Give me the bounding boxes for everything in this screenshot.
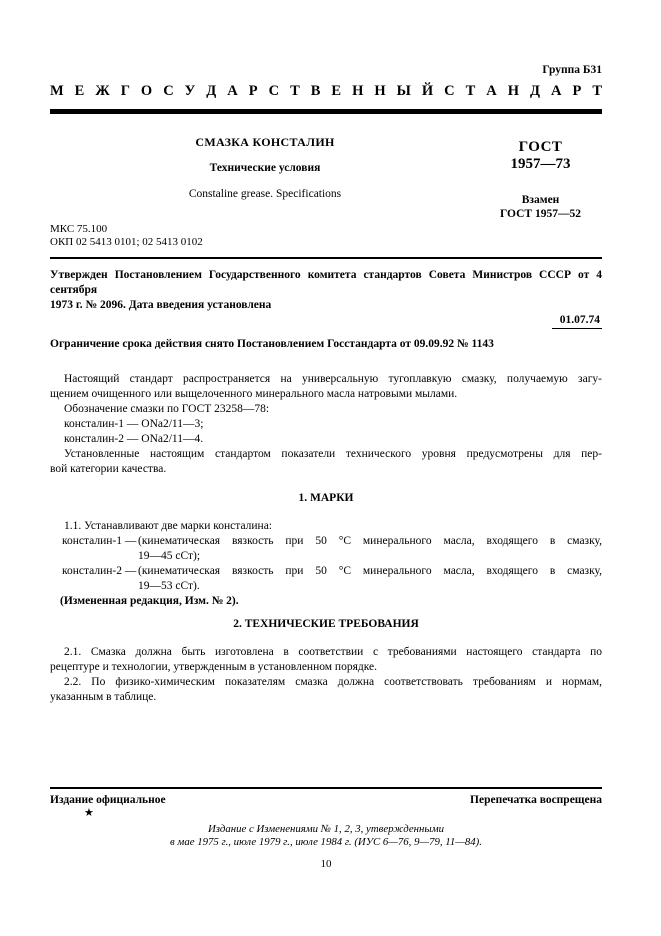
clause-line: 2.1. Смазка должна быть изготовлена в соответствии с требованиями настоящего стандарта по — [64, 646, 602, 658]
classification-codes — [50, 223, 602, 249]
mark-definition-line: (кинематическая вязкость при 50 °С минерального масла, входящего в смазку, — [138, 535, 602, 547]
section-1-heading: 1. МАРКИ — [298, 492, 354, 504]
replaces-label: Взамен — [521, 194, 560, 206]
section-2-heading: 2. ТЕХНИЧЕСКИЕ ТРЕБОВАНИЯ — [233, 618, 419, 630]
clause-2-2 — [50, 675, 602, 705]
clause-1-1: 1.1. Устанавливают две марки консталина: — [64, 520, 273, 532]
footer-notices — [50, 793, 602, 807]
replaces-number: ГОСТ 1957—52 — [500, 208, 581, 220]
reprint-prohibited-label: Перепечатка воспрещена — [470, 794, 602, 806]
footer-rule — [50, 787, 602, 789]
document-subtitle-english: Constaline grease. Specifications — [188, 188, 342, 200]
mark-definition-line: (кинематическая вязкость при 50 °С минерального масла, входящего в смазку, — [138, 565, 602, 577]
introduction — [50, 372, 602, 477]
intro-paragraph-line: Настоящий стандарт распространяется на универсальную тугоплавкую смазку, получаемую загу- — [64, 373, 602, 385]
intro-paragraph-line: Установленные настоящим стандартом показатели технического уровня предусмотрены для пер- — [64, 448, 602, 460]
clause-line: 2.2. По физико-химическим показателям смазка должна соответствовать требованиям и нормам, — [64, 676, 602, 688]
clause-line: рецептуре и технологии, утвержденным в установленном порядке. — [50, 661, 377, 673]
title-block — [50, 127, 602, 221]
approval-line-2: 1973 г. № 2096. Дата введения установлена — [50, 299, 272, 311]
official-edition-label: Издание официальное — [50, 794, 166, 806]
group-label: Группа Б31 — [542, 64, 602, 76]
standard-type-heading: М Е Ж Г О С У Д А Р С Т В Е Н Н Ы Й С Т А Н Д А Р Т — [50, 83, 602, 99]
effective-date-row — [50, 313, 602, 329]
designation-item-2: консталин-2 — ONa2/11—4. — [64, 433, 204, 445]
mks-code: МКС 75.100 — [50, 223, 108, 235]
title-left-column — [50, 127, 480, 221]
page-footer — [50, 787, 602, 871]
divider-rule — [50, 257, 602, 259]
document-subtitle: Технические условия — [209, 162, 321, 174]
mark-term: консталин-2 — — [62, 565, 137, 577]
mark-definition — [138, 534, 602, 564]
limitation-statement: Ограничение срока действия снято Постановлением Госстандарта от 09.09.92 № 1143 — [50, 338, 494, 350]
approval-statement — [50, 268, 602, 313]
gost-number: 1957—73 — [510, 156, 571, 172]
mark-item-konstalin-2 — [50, 564, 602, 594]
clause-line: указанным в таблице. — [50, 691, 157, 703]
intro-paragraph-line: щением очищенного или выщелоченного минерального масла натровыми мылами. — [50, 388, 458, 400]
edition-note-line: Издание с Изменениями № 1, 2, 3, утвержденными — [207, 823, 444, 835]
page-number: 10 — [320, 858, 332, 870]
mark-definition — [138, 564, 602, 594]
designation-intro: Обозначение смазки по ГОСТ 23258—78: — [64, 403, 270, 415]
mark-term: консталин-1 — — [62, 535, 137, 547]
edition-note — [50, 823, 602, 849]
designation-item-1: консталин-1 — ONa2/11—3; — [64, 418, 204, 430]
okp-code: ОКП 02 5413 0101; 02 5413 0102 — [50, 236, 203, 248]
approval-line-1: Утвержден Постановлением Государственного комитета стандартов Совета Министров СССР от 4 сентября — [50, 269, 602, 296]
edition-note-line: в мае 1975 г., июле 1979 г., июле 1984 г. (ИУС 6—76, 9—79, 11—84). — [170, 836, 482, 848]
document-title: СМАЗКА КОНСТАЛИН — [195, 135, 335, 149]
star-icon: ★ — [84, 807, 94, 819]
title-right-column — [480, 127, 601, 221]
effective-date: 01.07.74 — [552, 313, 602, 329]
mark-definition-line: 19—45 сСт); — [138, 550, 201, 562]
gost-label: ГОСТ — [518, 139, 563, 155]
amendment-note: (Измененная редакция, Изм. № 2). — [60, 595, 239, 607]
intro-paragraph-line: вой категории качества. — [50, 463, 167, 475]
clause-2-1 — [50, 645, 602, 675]
mark-item-konstalin-1 — [50, 534, 602, 564]
header-thick-rule — [50, 109, 602, 114]
page-content — [50, 0, 602, 705]
mark-definition-line: 19—53 сСт). — [138, 580, 200, 592]
